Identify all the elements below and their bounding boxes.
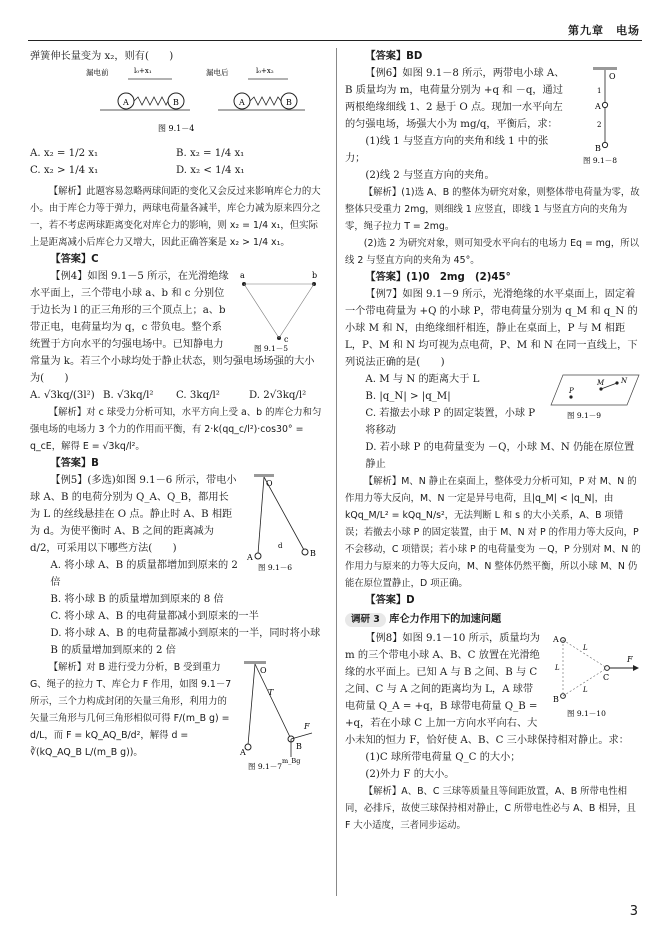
q3-options [30, 145, 322, 179]
svg-text:L: L [583, 686, 588, 694]
ex6-q1: (1)线 1 与竖直方向的夹角和线 1 中的张力； [345, 136, 549, 164]
svg-text:L: L [583, 644, 588, 652]
figure-9-1-4 [30, 65, 322, 137]
option-c: C. 3kq/l² [176, 390, 220, 401]
figure-9-1-6 [244, 472, 322, 572]
ex5-analysis: 【解析】对 B 进行受力分析，B 受到重力 G、绳子的拉力 T、库仑力 F 作用，如图 9.1－7 所示，三个力构成封闭的矢量三角形，利用力的矢量三角形与几何三角形相似可得 F/(m_B g) = d/L，而 F = kQ_AQ_B/d²，解得 d = ∛(kQ_AQ_B L/(m_B g))。 [30, 662, 232, 758]
fig-label-after: 漏电后 [206, 68, 229, 77]
example-6 [345, 65, 641, 184]
svg-text:N: N [621, 377, 628, 385]
left-column [30, 48, 322, 771]
option-b: B. √3kq/l² [103, 390, 154, 401]
ex5-option-b: B. 将小球 B 的质量增加到原来的 8 倍 [50, 594, 224, 605]
svg-text:d: d [278, 542, 283, 550]
svg-text:B: B [595, 144, 601, 153]
ex7-options [345, 371, 641, 473]
svg-text:A: A [239, 98, 245, 107]
svg-text:A: A [595, 102, 601, 111]
question-intro: 弹簧伸长量变为 x₂，则有( ) [30, 51, 174, 62]
svg-text:B: B [310, 549, 316, 558]
example-5 [30, 472, 322, 659]
example-7-text: 【例7】如图 9.1－9 所示，光滑绝缘的水平桌面上，固定着一个带电荷量为 +Q 的小球 P，带电荷量分别为 q_M 和 q_N 的小球 M 和 N，由绝缘细杆相连，静止在桌面上，P 与 M 相距 L，P、M 和 N 均可视为点电荷，P、M 和 N 在同一直线上，下列说法正确的是( ) [345, 289, 638, 368]
q3-answer: 【答案】C [50, 254, 99, 265]
option-a: A. x₂ = 1/2 x₁ [30, 148, 99, 159]
ex4-answer: 【答案】B [50, 458, 99, 469]
ex5-option-d: D. 将小球 A、B 的电荷量都减小到原来的一半，同时将小球 B 的质量增加到原来的 2 倍 [50, 628, 321, 656]
example-8 [345, 630, 641, 749]
svg-text:O: O [266, 479, 273, 488]
svg-text:B: B [173, 98, 179, 107]
section-tag: 调研 3 [345, 613, 386, 627]
fig-caption-9-1-6: 图 9.1－6 [258, 563, 293, 572]
right-column [345, 48, 641, 834]
ex7-answer: 【答案】D [365, 595, 415, 606]
option-c: C. x₂ > 1/4 x₁ [30, 165, 99, 176]
svg-text:O: O [260, 666, 267, 675]
ex6-analysis-1: 【解析】(1)选 A、B 的整体为研究对象，则整体带电荷量为零，故整体只受重力 2mg，则细线 1 应竖直，即线 1 与竖直方向的夹角为零，绳子拉力 T = 2mg。 [345, 187, 640, 232]
svg-text:A: A [123, 98, 129, 107]
fig-label-l0x2: l₀+x₂ [256, 67, 274, 75]
ex6-analysis-2: (2)选 2 为研究对象，则可知受水平向右的电场力 Eq = mg，所以线 2 与竖直方向的夹角为 45°。 [345, 238, 640, 266]
page-number: 3 [629, 904, 638, 919]
svg-text:F: F [627, 655, 633, 664]
section-title: 库仑力作用下的加速问题 [389, 614, 502, 625]
ex4-analysis: 【解析】对 c 球受力分析可知，水平方向上受 a、b 的库仑力和匀强电场的电场力 3 个力的作用而平衡，有 2·k(qq_c/l²)·cos30° = q_cE，解得 E = √3kq/l²。 [30, 407, 322, 452]
svg-text:M: M [597, 379, 605, 387]
example-8-text: 【例8】如图 9.1－10 所示，质量均为 m 的三个带电小球 A、B、C 放置在光滑绝缘的水平面上。已知 A 与 B 之间、B 与 C 之间、C 与 A 之间的距离均为 L，A 球带电荷量 Q_A = +q，B 球带电荷量 Q_B = +q，若在小球 C 上加一方向水平向右、大小未知的恒力 F，恰好使 A、B、C 三小球保持相对静止。求： [345, 633, 629, 746]
ex6-q2: (2)线 2 与竖直方向的夹角。 [365, 170, 495, 181]
chapter-title: 第九章 电场 [568, 24, 640, 37]
ex8-q1: (1)C 球所带电荷量 Q_C 的大小； [365, 752, 521, 763]
example-5-text: 【例5】(多选)如图 9.1－6 所示，带电小球 A、B 的电荷分别为 Q_A、Q_B，都用长为 L 的丝线悬挂在 O 点。静止时 A、B 相距为 d。为使平衡时 A、B 之间的距离减为 d/2，可采用以下哪些方法( ) [30, 475, 237, 554]
ex7-option-b: B. |q_N| > |q_M| [365, 391, 451, 402]
svg-text:c: c [284, 335, 289, 344]
svg-text:b: b [312, 271, 318, 280]
ex6-answer: 【答案】(1)0 2mg (2)45° [365, 272, 511, 283]
svg-text:P: P [569, 387, 574, 395]
svg-text:B: B [296, 742, 302, 751]
figure-9-1-10 [549, 630, 641, 718]
figure-9-1-7 [238, 659, 322, 771]
svg-text:B: B [286, 98, 292, 107]
fig-caption-9-1-4: 图 9.1－4 [158, 124, 195, 133]
svg-text:B: B [553, 695, 559, 704]
fig-label-before: 漏电前 [86, 68, 109, 77]
fig-caption-9-1-10: 图 9.1－10 [567, 709, 606, 718]
example-5-analysis [30, 659, 322, 771]
svg-text:T: T [268, 688, 274, 697]
fig-caption-9-1-7: 图 9.1－7 [248, 762, 283, 771]
option-d: D. x₂ < 1/4 x₁ [176, 165, 245, 176]
example-4-text: 【例4】如图 9.1－5 所示，在光滑绝缘水平面上，三个带电小球 a、b 和 c 分别位于边长为 l 的正三角形的三个顶点上；a、b 带正电，电荷量均为 q，c 带负电。整个系统置于方向水平的匀强电场中。已知静电力常量为 k。若三个小球均处于静止状态，则匀强电场场强的大小为( ) [30, 271, 315, 384]
option-a: A. √3kq/(3l²) [30, 390, 95, 401]
fig-label-l0x1: l₀+x₁ [134, 67, 152, 75]
ex8-analysis: 【解析】A、B、C 三球等质量且等间距放置，A、B 所带电性相同，必排斥，故使三球保持相对静止，C 所带电性必与 A、B 相异，且 F 大小适度，三者同步运动。 [345, 786, 636, 831]
example-6-text: 【例6】如图 9.1－8 所示，两带电小球 A、B 质量均为 m，电荷量分别为 +q 和 －q，通过两根绝缘细线 1、2 悬于 O 点。现加一水平向左的匀强电场，场强大小为 mg/q，平衡后，求： [345, 68, 565, 130]
ex7-option-c: C. 若撤去小球 P 的固定装置，小球 P 将移动 [365, 408, 536, 436]
ex5-option-c: C. 将小球 A、B 的电荷量都减小到原来的一半 [50, 611, 259, 622]
q5-answer: 【答案】BD [365, 51, 423, 62]
svg-text:a: a [240, 271, 245, 280]
section-heading [345, 611, 641, 628]
svg-text:O: O [609, 72, 616, 81]
svg-text:A: A [240, 748, 246, 757]
ex7-analysis: 【解析】M、N 静止在桌面上，整体受力分析可知，P 对 M、N 的作用力等大反向，M、N 一定是异号电荷，且|q_M| < |q_N|，由 kQq_M/L² = kQq_N/s²，无法判断 L 和 s 的大小关系，A、B 项错误；若撤去小球 P 的固定装置，由于 M、N 对 P 的作用力等大反向，P 不会移动，C 项错误；若小球 P 的电荷量变为 －Q，P 分别对 M、N 的作用力与原来的力等大反向，M、N 整体仍然平衡，所以小球 M、N 仍能在原位置静止，D 项正确。 [345, 476, 641, 589]
svg-text:A: A [247, 553, 253, 562]
ex4-options [30, 387, 322, 404]
column-divider [336, 48, 337, 896]
figure-9-1-9 [549, 371, 641, 421]
svg-text:1: 1 [597, 87, 602, 95]
ex7-option-d: D. 若小球 P 的电荷量变为 －Q，小球 M、N 仍能在原位置静止 [365, 442, 635, 470]
fig-caption-9-1-8: 图 9.1－8 [583, 156, 618, 165]
svg-text:C: C [603, 673, 610, 682]
q3-analysis: 【解析】此题容易忽略两球间距的变化又会反过来影响库仑力的大小。由于库仑力等于弹力，两球电荷量各减半，库仑力减为原来四分之一，若不考虑两球距离变化对库仑力的影响，则 x₂ = 1/4 x₁，但实际上是距离减小后库仑力又增大，因此正确答案是 x₂ > 1/4 x₁。 [30, 186, 321, 248]
svg-text:2: 2 [597, 121, 602, 129]
ex8-q2: (2)外力 F 的大小。 [365, 769, 455, 780]
option-b: B. x₂ = 1/4 x₁ [176, 148, 245, 159]
fig-caption-9-1-9: 图 9.1－9 [567, 411, 602, 420]
option-d: D. 2√3kq/l² [249, 390, 307, 401]
svg-text:A: A [553, 635, 559, 644]
figure-9-1-5 [236, 268, 322, 352]
example-4 [30, 268, 322, 387]
fig-caption-9-1-5: 图 9.1－5 [254, 344, 289, 352]
svg-text:F: F [304, 722, 310, 731]
svg-text:m_Bg: m_Bg [282, 757, 301, 765]
page-header [28, 22, 642, 41]
figure-9-1-8 [571, 65, 641, 165]
ex5-option-a: A. 将小球 A、B 的质量都增加到原来的 2 倍 [50, 560, 238, 588]
svg-text:L: L [555, 664, 560, 672]
ex7-option-a: A. M 与 N 的距离大于 L [365, 374, 480, 385]
